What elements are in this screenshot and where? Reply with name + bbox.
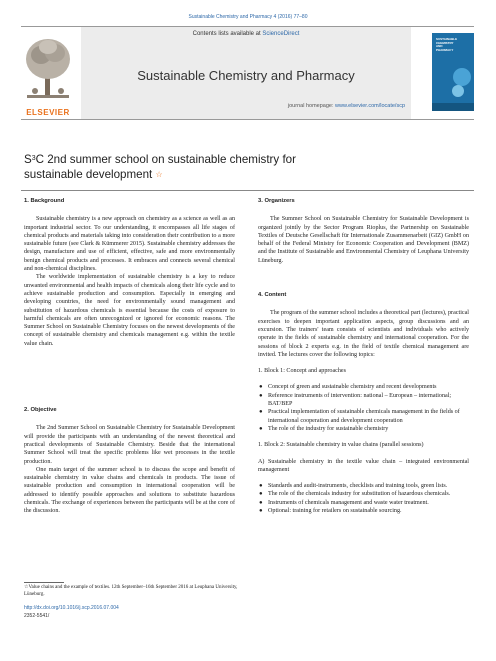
elsevier-tree-icon (21, 29, 75, 103)
contents-line (81, 31, 411, 37)
cover-art-icon (432, 33, 474, 111)
title-divider (21, 190, 474, 191)
journal-cover[interactable] (432, 33, 474, 111)
background-paragraph-2: The worldwide implementation of sustainable chemistry is a key to reduce unwanted environmental and health impacts of chemicals along their life cycle and to achieve sustainable production and consumption. Especially in emerging and developing countries, the need for environmentally sound management and substitution of hazardous chemicals is essential because the costs of exposure to harmful chemicals are often unrecognized or ignored for economic reasons. The Summer School on Sustainable Chemistry focuses on the newest developments of the concept of sustainable chemistry and chemicals management e.g. within the textile value chain. (24, 274, 235, 347)
bullet-icon: ● (259, 392, 263, 399)
block2-item (258, 490, 469, 498)
title-superscript: 3 (31, 155, 36, 162)
bullet-icon: ● (259, 499, 263, 506)
block1-list (258, 383, 469, 433)
block2-heading: 1. Block 2: Sustainable chemistry in value chains (parallel sessions) (258, 442, 424, 449)
doi-link[interactable]: http://dx.doi.org/10.1016/j.scp.2016.07.004 (24, 605, 119, 611)
journal-citation[interactable]: Sustainable Chemistry and Pharmacy 4 (2016) 77–80 (188, 14, 308, 20)
content-heading: 4. Content (258, 292, 287, 299)
title-footnote-star[interactable]: ☆ (155, 170, 163, 179)
left-column (24, 197, 235, 516)
block2-list (258, 482, 469, 515)
block2-item (258, 499, 469, 507)
block2-subheading-a: A) Sustainable chemistry in the textile value chain – integrated environmental management (258, 458, 469, 473)
block2-item-text: The role of the chemicals industry for substitution of hazardous chemicals. (268, 491, 451, 498)
block2-item-text: Standards and audit-instruments, checklists and training tools, green lists. (268, 483, 448, 490)
block1-item-text: Concept of green and sustainable chemistry and recent developments (268, 384, 437, 391)
bullet-icon: ● (259, 409, 263, 416)
homepage-link[interactable]: www.elsevier.com/locate/scp (335, 103, 405, 109)
homepage-line (288, 103, 405, 109)
block1-item-text: The role of the industry for sustainable chemistry (268, 425, 389, 432)
right-column (258, 197, 469, 515)
organizers-heading: 3. Organizers (258, 198, 295, 204)
footnote (24, 585, 244, 598)
journal-header (21, 26, 474, 120)
footnote-text: Value chains and the example of textiles. 12th September–16th September 2016 at Leuphana University, Lüneburg. (24, 585, 238, 597)
block1-item (258, 392, 469, 409)
block1-item (258, 383, 469, 391)
objective-paragraph-2: One main target of the summer school is to discuss the scope and benefit of sustainable chemistry in value chains and chemicals in products. The issue of sustainable production and consumption in international cooperation will be addressed to identify possible approaches and solutions to substitute hazardous chemicals. The exchange of experiences between the participants will be at the core of the discussion. (24, 466, 235, 515)
background-paragraph-1: Sustainable chemistry is a new approach on chemistry as a science as well as an important industrial sector. To our understanding, it encompasses all life stages of chemical products and materials taking into consideration their contribution to a more sustainable future (see Clark & Kümmerer 2015). Sustainable chemistry addresses the design, manufacture and use of efficient, effective, safe and more environmentally benign chemical products and processes. It embraces and connects several chemical and non-chemical disciplines. (24, 216, 235, 273)
objective-heading: 2. Objective (24, 407, 57, 414)
organizers-paragraph: The Summer School on Sustainable Chemistry for Sustainable Development is organized jointly by the Sector Program Rioplus, the Partnership on Sustainable Textiles of Deutsche Gesellschaft für Internationale Zusammenarbeit (GIZ) GmbH on behalf of the Federal Ministry for Economic Cooperation and Development (BMZ) and the Institute of Sustainable and Environmental Chemistry of Leuphana University Lüneburg. (258, 216, 469, 264)
block2-item-text: Optional: training for retailers on sustainable sourcing. (268, 508, 402, 515)
issn: 2352-5541/ (24, 613, 50, 619)
bullet-icon: ● (259, 491, 263, 498)
journal-name: Sustainable Chemistry and Pharmacy (137, 68, 355, 83)
article-title (24, 152, 324, 182)
block1-item-text: Reference instruments of intervention: national – European – international; BAT/BEP (268, 392, 452, 408)
bullet-icon: ● (259, 508, 263, 515)
block2-item (258, 507, 469, 515)
sciencedirect-link[interactable]: ScienceDirect (262, 31, 300, 37)
bullet-icon: ● (259, 425, 263, 432)
background-heading: 1. Background (24, 198, 65, 204)
footnote-star: ☆ (24, 585, 29, 590)
footnote-divider (24, 582, 64, 583)
block1-item (258, 408, 469, 425)
bullet-icon: ● (259, 384, 263, 391)
bullet-icon: ● (259, 483, 263, 490)
cover-title: SUSTAINABLE CHEMISTRY AND PHARMACY (436, 37, 458, 52)
block1-item-text: Practical implementation of sustainable chemicals management in the fields of international cooperation and development cooperation (268, 409, 460, 424)
contents-prefix: Contents lists available at (192, 31, 263, 37)
content-paragraph: The program of the summer school includes a theoretical part (lectures), practical exercises to deepen important application aspects, group discussions and an excursion. The trainers' team consists of scientists and individuals who actively operate in the fields of sustainable chemistry and international cooperation. For the sessions of block 2 experts e.g. in the field of textile chemical management are invited. The lectures cover the following topics: (258, 310, 469, 358)
elsevier-logo (21, 29, 75, 117)
elsevier-wordmark: ELSEVIER (26, 108, 70, 117)
block2-item (258, 482, 469, 490)
block1-heading: 1. Block 1: Concept and approaches (258, 368, 346, 375)
homepage-prefix: journal homepage: (287, 103, 335, 109)
title-part-s: S (24, 153, 32, 166)
journal-banner (81, 27, 411, 119)
objective-paragraph-1: The 2nd Summer School on Sustainable Chemistry for Sustainable Development will provide the participants with an understanding of the newest theoretical and practical developments of Sustainable Chemistry. Beside that the international Summer School will treat the specific problems like wet processes in the textile production. (24, 425, 235, 465)
block2-item-text: Instruments of chemicals management and waste water treatment. (268, 499, 429, 506)
title-text: C 2nd summer school on sustainable chemistry for sustainable development (24, 153, 296, 181)
block1-item (258, 425, 469, 433)
